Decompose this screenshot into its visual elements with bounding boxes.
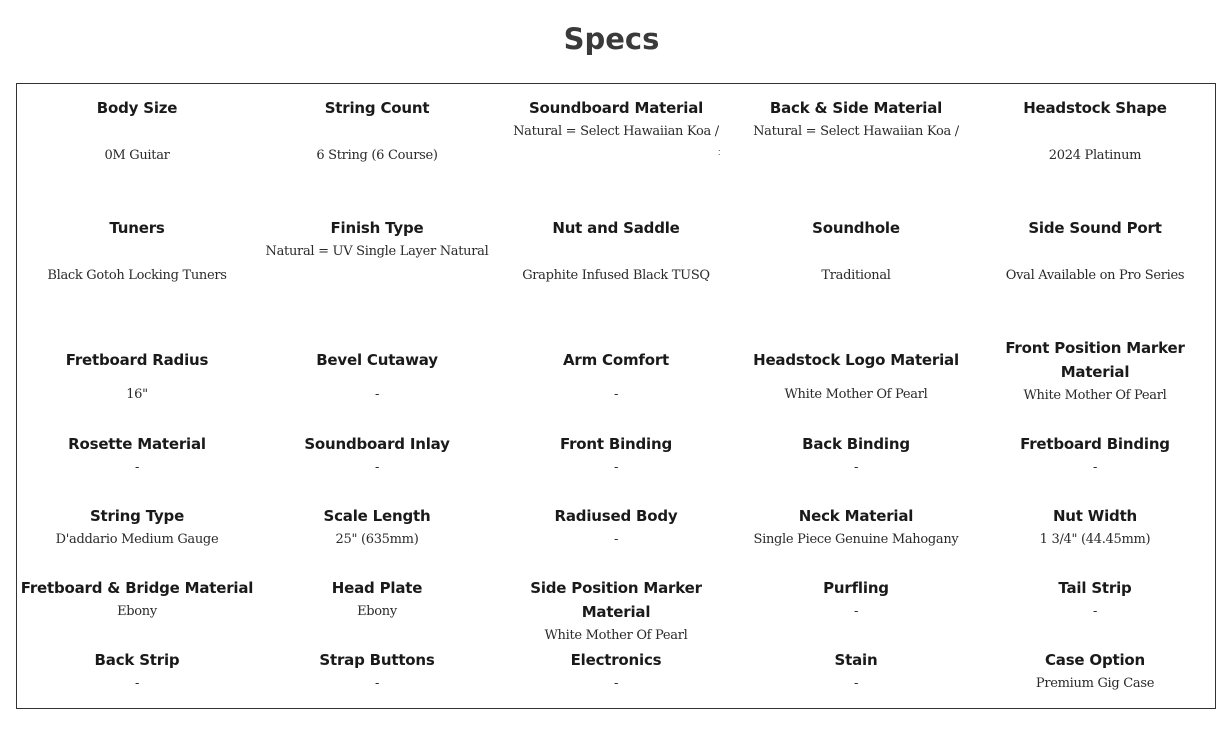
spec-radiused-body [496, 504, 736, 552]
spec-value: 6 String (6 Course) [316, 148, 438, 163]
spec-label: Case Option [1044, 651, 1146, 669]
spec-value: Graphite Infused Black TUSQ [522, 268, 710, 283]
spec-stain [736, 648, 976, 696]
spec-nut-and-saddle [496, 216, 736, 283]
spec-label: Arm Comfort [562, 351, 669, 369]
spec-body-size [17, 96, 257, 163]
spec-label: Side Sound Port [1028, 219, 1162, 237]
spec-front-binding [496, 432, 736, 480]
spec-front-position-marker-material [987, 336, 1203, 408]
spec-value: - [613, 387, 619, 402]
spec-label: Scale Length [323, 507, 431, 525]
specs-table [16, 83, 1216, 709]
spec-value: - [853, 676, 859, 691]
spec-label: Back Binding [802, 435, 910, 453]
spec-soundhole [736, 216, 976, 283]
spec-value: - [374, 460, 380, 475]
spec-scale-length [257, 504, 497, 552]
spec-value: D'addario Medium Gauge [55, 532, 219, 547]
spec-fretboard-binding [975, 432, 1215, 480]
spec-value: Natural = Select Hawaiian Koa / [753, 124, 959, 139]
spec-value: Black Gotoh Locking Tuners [47, 268, 227, 283]
spec-value: Ebony [357, 604, 397, 619]
spec-value: - [134, 460, 140, 475]
spec-value: 25" (635mm) [335, 532, 419, 547]
spec-label: Tuners [109, 219, 165, 237]
spec-value: 16" [126, 387, 148, 402]
spec-value: Oval Available on Pro Series [1005, 268, 1185, 283]
spec-finish-type [257, 216, 497, 264]
spec-label: Side Position Marker Material [530, 579, 702, 621]
spec-label: Headstock Shape [1023, 99, 1167, 117]
spec-label: Finish Type [330, 219, 424, 237]
spec-label: Neck Material [798, 507, 914, 525]
spec-value: Single Piece Genuine Mahogany [753, 532, 959, 547]
spec-row [17, 336, 1215, 403]
spec-row [17, 648, 1215, 708]
spec-value: - [1092, 604, 1098, 619]
spec-rosette-material [17, 432, 257, 480]
spec-label: Front Binding [559, 435, 672, 453]
spec-row [17, 96, 1215, 163]
spec-side-sound-port [975, 216, 1215, 283]
spec-fretboard-bridge-material [17, 576, 257, 624]
spec-label: String Count [324, 99, 430, 117]
spec-neck-material [736, 504, 976, 552]
spec-nut-width [975, 504, 1215, 552]
spec-label: Fretboard Radius [65, 351, 209, 369]
spec-value: - [853, 460, 859, 475]
spec-value: White Mother Of Pearl [1023, 388, 1167, 403]
spec-head-plate [257, 576, 497, 624]
spec-label: Headstock Logo Material [753, 351, 959, 369]
spec-string-count [257, 96, 497, 163]
spec-back-side-material [736, 96, 976, 144]
spec-value: - [613, 676, 619, 691]
spec-label: Stain [834, 651, 878, 669]
stray-mark: : [718, 147, 721, 157]
spec-case-option [975, 648, 1215, 696]
spec-strap-buttons [257, 648, 497, 696]
spec-value: Ebony [117, 604, 157, 619]
page-title: Specs [563, 22, 660, 56]
spec-side-position-marker-material [496, 576, 736, 648]
spec-label: Nut and Saddle [552, 219, 680, 237]
spec-label: Tail Strip [1058, 579, 1132, 597]
spec-value: 0M Guitar [104, 148, 170, 163]
spec-soundboard-material [496, 96, 736, 144]
spec-value: Traditional [821, 268, 891, 283]
spec-value: - [1092, 460, 1098, 475]
spec-value: Natural = UV Single Layer Natural [265, 244, 489, 259]
spec-row [17, 216, 1215, 283]
spec-label: Nut Width [1052, 507, 1138, 525]
spec-label: Head Plate [331, 579, 423, 597]
spec-value: White Mother Of Pearl [544, 628, 688, 643]
spec-value: White Mother Of Pearl [784, 387, 928, 402]
spec-soundboard-inlay [257, 432, 497, 480]
spec-value: - [853, 604, 859, 619]
spec-tuners [17, 216, 257, 283]
spec-label: Soundboard Material [528, 99, 704, 117]
spec-headstock-shape [975, 96, 1215, 163]
spec-value: - [374, 387, 380, 402]
spec-value: - [613, 460, 619, 475]
spec-value: - [374, 676, 380, 691]
spec-electronics [496, 648, 736, 696]
spec-value: Natural = Select Hawaiian Koa / [513, 124, 719, 139]
spec-row [17, 504, 1215, 564]
spec-label: Front Position Marker Material [1005, 339, 1185, 381]
spec-label: Fretboard & Bridge Material [20, 579, 254, 597]
spec-row [17, 432, 1215, 492]
spec-string-type [17, 504, 257, 552]
spec-tail-strip [975, 576, 1215, 624]
spec-arm-comfort [496, 348, 736, 407]
spec-back-binding [736, 432, 976, 480]
spec-label: Purfling [823, 579, 889, 597]
spec-value: - [134, 676, 140, 691]
spec-label: Soundhole [812, 219, 900, 237]
spec-label: Fretboard Binding [1020, 435, 1170, 453]
spec-label: String Type [89, 507, 185, 525]
spec-back-strip [17, 648, 257, 696]
spec-value: 2024 Platinum [1048, 148, 1142, 163]
spec-purfling [736, 576, 976, 624]
spec-label: Bevel Cutaway [316, 351, 438, 369]
spec-label: Radiused Body [554, 507, 678, 525]
spec-fretboard-radius [17, 348, 257, 407]
spec-value: - [613, 532, 619, 547]
spec-label: Body Size [96, 99, 178, 117]
spec-label: Strap Buttons [319, 651, 435, 669]
spec-headstock-logo-material [736, 348, 976, 407]
spec-bevel-cutaway [257, 348, 497, 407]
spec-label: Rosette Material [68, 435, 206, 453]
spec-value: Premium Gig Case [1035, 676, 1155, 691]
spec-row [17, 576, 1215, 643]
spec-label: Soundboard Inlay [304, 435, 450, 453]
spec-label: Electronics [570, 651, 662, 669]
spec-label: Back Strip [94, 651, 180, 669]
spec-value: 1 3/4" (44.45mm) [1039, 532, 1151, 547]
spec-label: Back & Side Material [769, 99, 943, 117]
